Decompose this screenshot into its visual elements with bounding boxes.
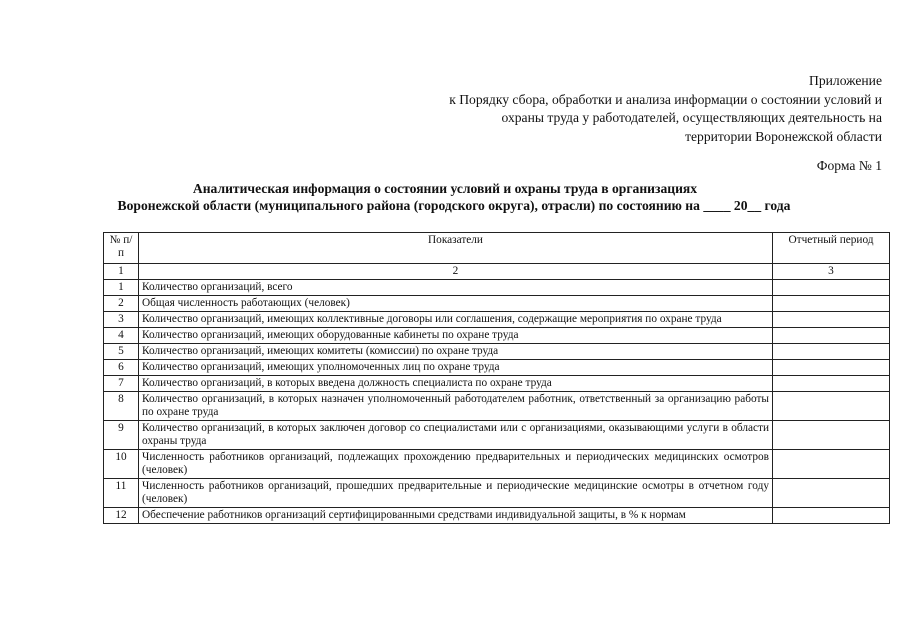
row-value-cell[interactable] <box>773 450 890 479</box>
row-value-cell[interactable] <box>773 392 890 421</box>
header-period: Отчетный период <box>773 233 890 264</box>
row-indicator: Количество организаций, всего <box>139 280 773 296</box>
row-indicator: Количество организаций, в которых заключен договор со специалистами или с организациями, оказывающими услуги в области охраны труда <box>139 421 773 450</box>
row-number: 3 <box>104 312 139 328</box>
table-row <box>104 508 890 524</box>
table-row <box>104 296 890 312</box>
table-row <box>104 312 890 328</box>
title-line-2: Воронежской области (муниципального района (городского округа), отрасли) по состоянию на ____ 20__ года <box>117 198 791 213</box>
table-header-row <box>104 233 890 264</box>
row-number: 4 <box>104 328 139 344</box>
row-value-cell[interactable] <box>773 296 890 312</box>
header-indicator: Показатели <box>139 233 773 264</box>
table-row <box>104 479 890 508</box>
row-indicator: Количество организаций, в которых введена должность специалиста по охране труда <box>139 376 773 392</box>
row-number: 6 <box>104 360 139 376</box>
document-title <box>20 180 870 214</box>
header-number: № п/п <box>104 233 139 264</box>
appendix-line: Приложение <box>809 73 882 88</box>
row-indicator: Количество организаций, в которых назначен уполномоченный работодателем работник, ответственный за организацию работы по охране труда <box>139 392 773 421</box>
table-row <box>104 360 890 376</box>
row-value-cell[interactable] <box>773 344 890 360</box>
row-value-cell[interactable] <box>773 376 890 392</box>
row-indicator: Количество организаций, имеющих оборудованные кабинеты по охране труда <box>139 328 773 344</box>
row-number: 11 <box>104 479 139 508</box>
row-value-cell[interactable] <box>773 479 890 508</box>
row-number: 5 <box>104 344 139 360</box>
form-number: Форма № 1 <box>816 158 882 173</box>
column-index: 2 <box>139 264 773 280</box>
row-number: 7 <box>104 376 139 392</box>
row-indicator: Численность работников организаций, подлежащих прохождению предварительных и периодических медицинских осмотров (человек) <box>139 450 773 479</box>
row-number: 10 <box>104 450 139 479</box>
indicators-table <box>103 232 890 524</box>
row-value-cell[interactable] <box>773 360 890 376</box>
appendix-header <box>362 72 882 146</box>
table-row <box>104 421 890 450</box>
table-row <box>104 280 890 296</box>
column-index-row <box>104 264 890 280</box>
row-value-cell[interactable] <box>773 312 890 328</box>
row-indicator: Количество организаций, имеющих комитеты (комиссии) по охране труда <box>139 344 773 360</box>
table-row <box>104 376 890 392</box>
row-value-cell[interactable] <box>773 421 890 450</box>
title-line-1: Аналитическая информация о состоянии условий и охраны труда в организациях <box>192 181 698 196</box>
table-row <box>104 450 890 479</box>
appendix-line: к Порядку сбора, обработки и анализа информации о состоянии условий и <box>449 91 882 107</box>
row-indicator: Обеспечение работников организаций сертифицированными средствами индивидуальной защиты, в % к нормам <box>139 508 773 524</box>
appendix-line: охраны труда у работодателей, осуществляющих деятельность на <box>501 110 882 125</box>
table-row <box>104 328 890 344</box>
table-row <box>104 344 890 360</box>
row-number: 9 <box>104 421 139 450</box>
row-number: 1 <box>104 280 139 296</box>
row-value-cell[interactable] <box>773 280 890 296</box>
row-indicator: Количество организаций, имеющих коллективные договоры или соглашения, содержащие мероприятия по охране труда <box>139 312 773 328</box>
row-indicator: Количество организаций, имеющих уполномоченных лиц по охране труда <box>139 360 773 376</box>
row-number: 12 <box>104 508 139 524</box>
row-indicator: Численность работников организаций, прошедших предварительные и периодические медицинские осмотры в отчетном году (человек) <box>139 479 773 508</box>
table-row <box>104 392 890 421</box>
row-value-cell[interactable] <box>773 328 890 344</box>
row-indicator: Общая численность работающих (человек) <box>139 296 773 312</box>
row-number: 8 <box>104 392 139 421</box>
column-index: 1 <box>104 264 139 280</box>
appendix-line: территории Воронежской области <box>685 128 882 144</box>
row-number: 2 <box>104 296 139 312</box>
row-value-cell[interactable] <box>773 508 890 524</box>
column-index: 3 <box>773 264 890 280</box>
